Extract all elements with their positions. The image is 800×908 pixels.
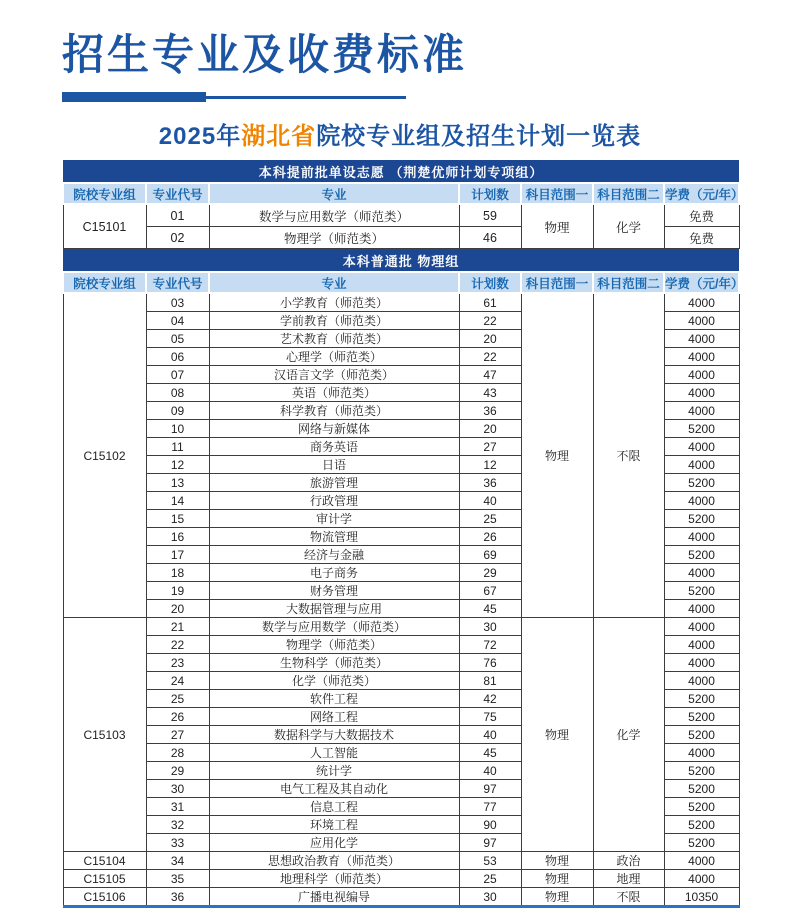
major-name-cell: 网络工程	[209, 708, 459, 726]
major-name-cell: 日语	[209, 456, 459, 474]
major-code-cell: 15	[146, 510, 209, 528]
tuition-fee-cell: 4000	[664, 852, 739, 870]
table-row	[63, 888, 739, 907]
underline-thick-segment	[62, 92, 206, 102]
plan-count-cell: 67	[459, 582, 521, 600]
tuition-fee-cell: 4000	[664, 402, 739, 420]
plan-count-cell: 77	[459, 798, 521, 816]
major-code-cell: 24	[146, 672, 209, 690]
major-name-cell: 物流管理	[209, 528, 459, 546]
group-cell: C15101	[63, 204, 146, 249]
major-name-cell: 物理学（师范类）	[209, 227, 459, 249]
major-name-cell: 行政管理	[209, 492, 459, 510]
plan-count-cell: 45	[459, 600, 521, 618]
plan-count-cell: 75	[459, 708, 521, 726]
subject-range2-cell: 不限	[593, 293, 664, 618]
major-name-cell: 审计学	[209, 510, 459, 528]
subject-range2-cell: 地理	[593, 870, 664, 888]
column-header: 计划数	[459, 183, 521, 204]
plan-count-cell: 53	[459, 852, 521, 870]
major-name-cell: 化学（师范类）	[209, 672, 459, 690]
major-code-cell: 02	[146, 227, 209, 249]
table-title-prefix: 2025年	[158, 123, 242, 150]
tuition-fee-cell: 5200	[664, 834, 739, 852]
table-row	[63, 852, 739, 870]
plan-count-cell: 30	[459, 888, 521, 907]
column-header: 专业	[209, 272, 459, 293]
group-cell: C15103	[63, 618, 146, 852]
subject-range1-cell: 物理	[521, 618, 593, 852]
column-header: 科目范围一	[521, 272, 593, 293]
subject-range2-cell: 不限	[593, 888, 664, 907]
plan-count-cell: 59	[459, 204, 521, 227]
major-code-cell: 11	[146, 438, 209, 456]
tuition-fee-cell: 5200	[664, 420, 739, 438]
major-code-cell: 01	[146, 204, 209, 227]
plan-count-cell: 61	[459, 293, 521, 312]
plan-count-cell: 27	[459, 438, 521, 456]
tuition-fee-cell: 5200	[664, 708, 739, 726]
major-code-cell: 21	[146, 618, 209, 636]
tuition-fee-cell: 5200	[664, 474, 739, 492]
column-header-row	[63, 272, 739, 293]
major-code-cell: 22	[146, 636, 209, 654]
subject-range2-cell: 化学	[593, 618, 664, 852]
major-code-cell: 34	[146, 852, 209, 870]
subject-range1-cell: 物理	[521, 888, 593, 907]
major-code-cell: 20	[146, 600, 209, 618]
page-title: 招生专业及收费标准	[62, 31, 468, 78]
major-name-cell: 艺术教育（师范类）	[209, 330, 459, 348]
major-code-cell: 07	[146, 366, 209, 384]
group-cell: C15104	[63, 852, 146, 870]
tuition-fee-cell: 免费	[664, 204, 739, 227]
major-code-cell: 16	[146, 528, 209, 546]
tuition-fee-cell: 5200	[664, 510, 739, 528]
group-cell: C15105	[63, 870, 146, 888]
tuition-fee-cell: 免费	[664, 227, 739, 249]
subject-range1-cell: 物理	[521, 293, 593, 618]
major-code-cell: 08	[146, 384, 209, 402]
plan-count-cell: 81	[459, 672, 521, 690]
major-name-cell: 数学与应用数学（师范类）	[209, 204, 459, 227]
section-title-bar: 本科提前批单设志愿 （荆楚优师计划专项组）	[63, 160, 739, 183]
major-name-cell: 生物科学（师范类）	[209, 654, 459, 672]
major-name-cell: 物理学（师范类）	[209, 636, 459, 654]
tuition-fee-cell: 5200	[664, 762, 739, 780]
tuition-fee-cell: 10350	[664, 888, 739, 907]
major-name-cell: 网络与新媒体	[209, 420, 459, 438]
plan-count-cell: 40	[459, 492, 521, 510]
tuition-fee-cell: 5200	[664, 582, 739, 600]
table-title-province: 湖北省	[241, 123, 317, 150]
subject-range1-cell: 物理	[521, 852, 593, 870]
plan-count-cell: 20	[459, 420, 521, 438]
plan-count-cell: 40	[459, 762, 521, 780]
column-header: 专业代号	[146, 183, 209, 204]
major-code-cell: 25	[146, 690, 209, 708]
major-code-cell: 32	[146, 816, 209, 834]
plan-count-cell: 20	[459, 330, 521, 348]
major-name-cell: 应用化学	[209, 834, 459, 852]
section-title-bar: 本科普通批 物理组	[63, 249, 739, 273]
plan-count-cell: 29	[459, 564, 521, 582]
tuition-fee-cell: 4000	[664, 870, 739, 888]
tuition-fee-cell: 5200	[664, 798, 739, 816]
tuition-fee-cell: 4000	[664, 348, 739, 366]
tuition-fee-cell: 5200	[664, 726, 739, 744]
underline-thin-segment	[206, 96, 406, 99]
tuition-fee-cell: 4000	[664, 564, 739, 582]
plan-count-cell: 97	[459, 834, 521, 852]
plan-count-cell: 69	[459, 546, 521, 564]
column-header: 学费（元/年）	[664, 183, 739, 204]
tuition-fee-cell: 4000	[664, 672, 739, 690]
major-code-cell: 19	[146, 582, 209, 600]
major-name-cell: 旅游管理	[209, 474, 459, 492]
major-code-cell: 33	[146, 834, 209, 852]
major-code-cell: 28	[146, 744, 209, 762]
tuition-fee-cell: 4000	[664, 330, 739, 348]
tuition-fee-cell: 4000	[664, 366, 739, 384]
plan-count-cell: 22	[459, 312, 521, 330]
tuition-fee-cell: 5200	[664, 816, 739, 834]
major-name-cell: 心理学（师范类）	[209, 348, 459, 366]
group-cell: C15106	[63, 888, 146, 907]
major-code-cell: 10	[146, 420, 209, 438]
plan-count-cell: 36	[459, 402, 521, 420]
plan-count-cell: 72	[459, 636, 521, 654]
tuition-fee-cell: 5200	[664, 780, 739, 798]
major-code-cell: 31	[146, 798, 209, 816]
plan-count-cell: 12	[459, 456, 521, 474]
table-row	[63, 870, 739, 888]
major-code-cell: 05	[146, 330, 209, 348]
subject-range1-cell: 物理	[521, 204, 593, 249]
tuition-fee-cell: 4000	[664, 744, 739, 762]
major-name-cell: 地理科学（师范类）	[209, 870, 459, 888]
column-header: 专业	[209, 183, 459, 204]
major-name-cell: 科学教育（师范类）	[209, 402, 459, 420]
column-header: 院校专业组	[63, 272, 146, 293]
major-name-cell: 环境工程	[209, 816, 459, 834]
plan-count-cell: 43	[459, 384, 521, 402]
column-header: 学费（元/年）	[664, 272, 739, 293]
column-header: 院校专业组	[63, 183, 146, 204]
major-code-cell: 26	[146, 708, 209, 726]
plan-count-cell: 40	[459, 726, 521, 744]
table-row	[63, 204, 739, 227]
major-code-cell: 04	[146, 312, 209, 330]
subject-range2-cell: 政治	[593, 852, 664, 870]
major-code-cell: 29	[146, 762, 209, 780]
table-row	[63, 293, 739, 312]
major-code-cell: 27	[146, 726, 209, 744]
tuition-fee-cell: 4000	[664, 312, 739, 330]
plan-count-cell: 76	[459, 654, 521, 672]
column-header: 计划数	[459, 272, 521, 293]
major-name-cell: 广播电视编导	[209, 888, 459, 907]
column-header-row	[63, 183, 739, 204]
major-code-cell: 30	[146, 780, 209, 798]
tuition-fee-cell: 4000	[664, 293, 739, 312]
tuition-fee-cell: 4000	[664, 438, 739, 456]
tuition-fee-cell: 4000	[664, 654, 739, 672]
major-code-cell: 18	[146, 564, 209, 582]
plan-count-cell: 26	[459, 528, 521, 546]
major-code-cell: 35	[146, 870, 209, 888]
title-underline	[62, 92, 406, 102]
subject-range1-cell: 物理	[521, 870, 593, 888]
tuition-fee-cell: 4000	[664, 528, 739, 546]
major-code-cell: 23	[146, 654, 209, 672]
plan-count-cell: 36	[459, 474, 521, 492]
major-name-cell: 经济与金融	[209, 546, 459, 564]
major-code-cell: 17	[146, 546, 209, 564]
plan-count-cell: 47	[459, 366, 521, 384]
major-name-cell: 软件工程	[209, 690, 459, 708]
tuition-fee-cell: 4000	[664, 492, 739, 510]
major-name-cell: 人工智能	[209, 744, 459, 762]
table-title-suffix: 院校专业组及招生计划一览表	[316, 123, 642, 150]
major-name-cell: 思想政治教育（师范类）	[209, 852, 459, 870]
plan-count-cell: 97	[459, 780, 521, 798]
plan-count-cell: 46	[459, 227, 521, 249]
major-name-cell: 英语（师范类）	[209, 384, 459, 402]
plan-count-cell: 25	[459, 510, 521, 528]
column-header: 专业代号	[146, 272, 209, 293]
major-name-cell: 信息工程	[209, 798, 459, 816]
major-name-cell: 数学与应用数学（师范类）	[209, 618, 459, 636]
tuition-fee-cell: 5200	[664, 690, 739, 708]
plan-count-cell: 45	[459, 744, 521, 762]
major-name-cell: 财务管理	[209, 582, 459, 600]
column-header: 科目范围二	[593, 272, 664, 293]
major-code-cell: 03	[146, 293, 209, 312]
table-row	[63, 618, 739, 636]
tuition-fee-cell: 5200	[664, 546, 739, 564]
major-name-cell: 数据科学与大数据技术	[209, 726, 459, 744]
group-cell: C15102	[63, 293, 146, 618]
major-name-cell: 统计学	[209, 762, 459, 780]
plan-count-cell: 90	[459, 816, 521, 834]
major-code-cell: 14	[146, 492, 209, 510]
major-name-cell: 大数据管理与应用	[209, 600, 459, 618]
plan-count-cell: 42	[459, 690, 521, 708]
major-code-cell: 12	[146, 456, 209, 474]
major-code-cell: 13	[146, 474, 209, 492]
major-code-cell: 06	[146, 348, 209, 366]
tuition-fee-cell: 4000	[664, 384, 739, 402]
plan-count-cell: 22	[459, 348, 521, 366]
major-name-cell: 电气工程及其自动化	[209, 780, 459, 798]
table-title	[62, 116, 738, 151]
plan-count-cell: 25	[459, 870, 521, 888]
major-name-cell: 商务英语	[209, 438, 459, 456]
column-header: 科目范围二	[593, 183, 664, 204]
subject-range2-cell: 化学	[593, 204, 664, 249]
tuition-fee-cell: 4000	[664, 456, 739, 474]
tuition-fee-cell: 4000	[664, 600, 739, 618]
major-name-cell: 电子商务	[209, 564, 459, 582]
column-header: 科目范围一	[521, 183, 593, 204]
plan-count-cell: 30	[459, 618, 521, 636]
major-name-cell: 学前教育（师范类）	[209, 312, 459, 330]
enrollment-table	[62, 160, 744, 908]
major-name-cell: 汉语言文学（师范类）	[209, 366, 459, 384]
major-code-cell: 36	[146, 888, 209, 907]
tuition-fee-cell: 4000	[664, 618, 739, 636]
major-name-cell: 小学教育（师范类）	[209, 293, 459, 312]
tuition-fee-cell: 4000	[664, 636, 739, 654]
major-code-cell: 09	[146, 402, 209, 420]
